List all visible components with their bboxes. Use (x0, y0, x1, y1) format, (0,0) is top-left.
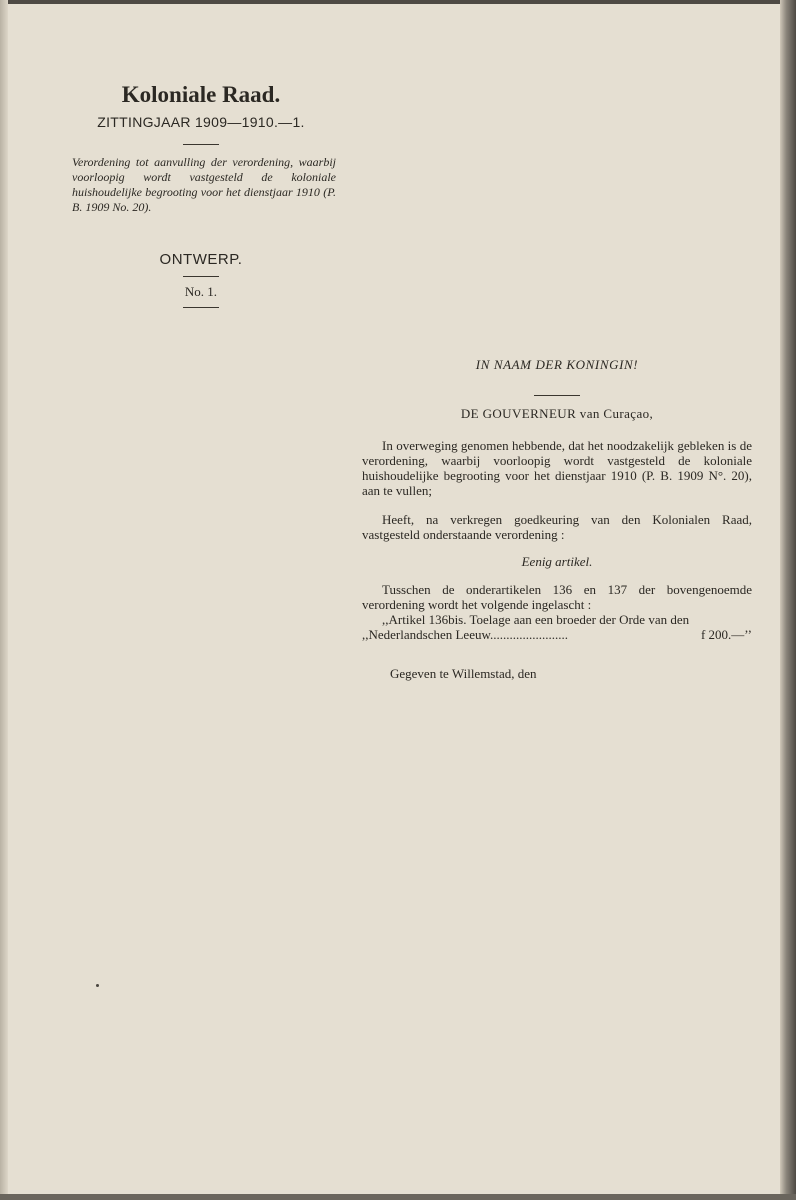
insert-line-2-text: ,,Nederlandschen Leeuw........................ (362, 627, 569, 642)
header-rule-1 (183, 144, 219, 145)
insert-line-1 (362, 612, 752, 627)
considering-paragraph: In overweging genomen hebbende, dat het noodzakelijk gebleken is de verordening, waarbij voorloopig wordt vastgesteld de koloniale huishoudelijke begrooting voor het dienstjaar 1910 (P. B. 1909 N°. 20), aan te vullen; (362, 438, 752, 498)
page-left-edge (0, 0, 8, 1200)
document-number: No. 1. (184, 284, 218, 299)
body-rule (534, 395, 580, 396)
draft-label: ONTWERP. (159, 251, 243, 268)
royal-motto: IN NAAM DER KONINGIN! (475, 357, 639, 372)
article-paragraph: Tusschen de onderartikelen 136 en 137 der bovengenoemde verordening wordt het volgende ingelascht : (362, 582, 752, 612)
approval-paragraph: Heeft, na verkregen goedkeuring van den Kolonialen Raad, vastgesteld onderstaande verordening : (362, 512, 752, 542)
page-right-edge (780, 0, 796, 1200)
header-rule-3 (183, 276, 219, 277)
ordinance-description: Verordening tot aanvulling der verordening, waarbij voorloopig wordt vastgesteld de koloniale huishoudelijke begrooting voor het dienstjaar 1910 (P. B. 1909 No. 20). (72, 155, 336, 214)
paper-speck (96, 984, 99, 987)
insert-line-2 (362, 627, 752, 642)
page-bottom-edge (0, 1194, 796, 1200)
session-year: ZITTINGJAAR 1909—1910.—1. (97, 114, 305, 130)
ordinance-body (362, 355, 752, 681)
document-title: Koloniale Raad. (121, 82, 281, 107)
page-top-edge (0, 0, 796, 4)
article-title: Eenig artikel. (521, 554, 593, 569)
insert-line-2-amount: f 200.—’’ (700, 627, 752, 642)
insert-line-1-text: ,,Artikel 136bis. Toelage aan een broeder der Orde van den (382, 612, 690, 627)
header-rule-4 (183, 307, 219, 308)
document-header (60, 80, 342, 308)
governor-line: DE GOUVERNEUR van Curaçao, (460, 406, 654, 421)
closing-line: Gegeven te Willemstad, den (390, 666, 537, 681)
